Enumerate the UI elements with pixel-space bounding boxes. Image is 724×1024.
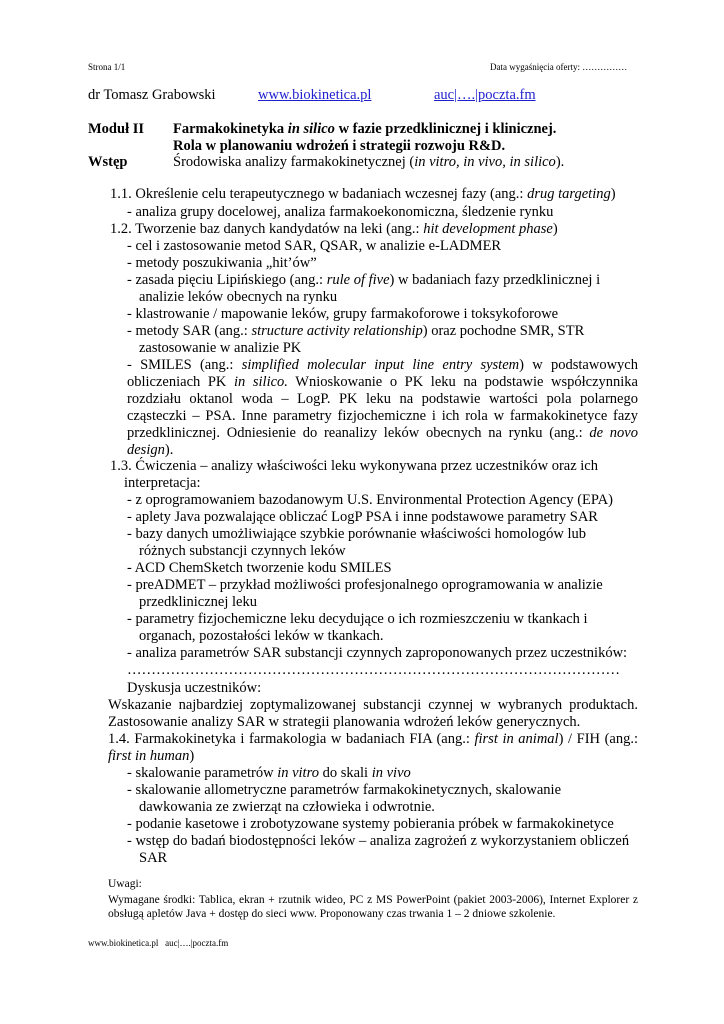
author-name: dr Tomasz Grabowski bbox=[88, 87, 216, 103]
section-1-4-item-cont: dawkowania ze zwierząt na człowieka i odwrotnie. bbox=[139, 799, 435, 815]
section-1-3-item: - z oprogramowaniem bazodanowym U.S. Environmental Protection Agency (EPA) bbox=[127, 492, 613, 508]
section-1-3-item: - aplety Java pozwalające obliczać LogP PSA i inne podstawowe parametry SAR bbox=[127, 509, 598, 525]
section-1-2-item-cont: zastosowanie w analizie PK bbox=[139, 340, 302, 356]
discussion-label: Dyskusja uczestników: bbox=[127, 680, 262, 696]
discussion-paragraph: Wskazanie najbardziej zoptymalizowanej substancji czynnej w wybranych produktach. Zastosowanie analizy SAR w strategii planowania wdrożeń leków generycznych. bbox=[108, 697, 638, 730]
email-link[interactable]: auc|….|poczta.fm bbox=[434, 87, 536, 103]
section-1-4-item: - wstęp do badań biodostępności leków – analiza zagrożeń z wykorzystaniem obliczeń bbox=[127, 833, 630, 849]
smiles-paragraph: - SMILES (ang.: simplified molecular input line entry system) w podstawowych obliczeniach PK in silico. Wnioskowanie o PK leku na podstawie współczynnika rozdziału oktanol woda – LogP. PK leku na podstawie wartości pola polarnego cząsteczki – PSA. Inne parametry fizjochemiczne i ich rola w farmakokinetyce fazy przedklinicznej. Odniesienie do reanalizy leków obecnych na rynku (ang.: de novo design). bbox=[127, 357, 638, 458]
fill-in-dots: ………………………………………………………………………………………… bbox=[127, 662, 620, 678]
section-1-2-item: - zasada pięciu Lipińskiego (ang.: rule of five) w badaniach fazy przedklinicznej i bbox=[127, 272, 601, 288]
intro-text: Środowiska analizy farmakokinetycznej (in vitro, in vivo, in silico). bbox=[173, 154, 565, 170]
section-1-3-heading-cont: interpretacja: bbox=[124, 475, 201, 491]
section-1-3-item: - ACD ChemSketch tworzenie kodu SMILES bbox=[127, 560, 392, 576]
section-1-4-heading: 1.4. Farmakokinetyka i farmakologia w badaniach FIA (ang.: first in animal) / FIH (ang.: first in human) bbox=[108, 731, 638, 764]
notes-title: Uwagi: bbox=[108, 878, 142, 890]
section-1-3-item: - bazy danych umożliwiające szybkie porównanie właściwości homologów lub bbox=[127, 526, 587, 542]
intro-label: Wstęp bbox=[88, 154, 128, 170]
notes-text: Wymagane środki: Tablica, ekran + rzutnik wideo, PC z MS PowerPoint (pakiet 2003-2006), Internet Explorer z obsługą apletów Java + dostęp do sieci www. Proponowany czas trwania 1 – 2 dniowe szkolenie. bbox=[108, 894, 638, 920]
section-1-2-heading: 1.2. Tworzenie baz danych kandydatów na leki (ang.: hit development phase) bbox=[110, 221, 558, 237]
section-1-4-item: - podanie kasetowe i zrobotyzowane systemy pobierania próbek w farmakokinetyce bbox=[127, 816, 614, 832]
section-1-3-item: - analiza parametrów SAR substancji czynnych zaproponowanych przez uczestników: bbox=[127, 645, 628, 661]
section-1-3-item-cont: organach, pozostałości leków w tkankach. bbox=[139, 628, 384, 644]
page-number: Strona 1/1 bbox=[88, 62, 126, 72]
website-link[interactable]: www.biokinetica.pl bbox=[258, 87, 372, 103]
section-1-4-item: - skalowanie parametrów in vitro do skali in vivo bbox=[127, 765, 411, 781]
section-1-4-item: - skalowanie allometryczne parametrów farmakokinetycznych, skalowanie bbox=[127, 782, 562, 798]
section-1-4-item-cont: SAR bbox=[139, 850, 168, 866]
module-title: Farmakokinetyka in silico w fazie przedklinicznej i klinicznej. bbox=[173, 121, 557, 137]
section-1-1-item: - analiza grupy docelowej, analiza farmakoekonomiczna, śledzenie rynku bbox=[127, 204, 554, 220]
section-1-2-item: - cel i zastosowanie metod SAR, QSAR, w analizie e-LADMER bbox=[127, 238, 502, 254]
section-1-3-item-cont: przedklinicznej leku bbox=[139, 594, 257, 610]
section-1-1-heading: 1.1. Określenie celu terapeutycznego w badaniach wczesnej fazy (ang.: drug targeting) bbox=[110, 186, 616, 202]
section-1-3-item-cont: różnych substancji czynnych leków bbox=[139, 543, 346, 559]
module-label: Moduł II bbox=[88, 121, 145, 137]
footer-contact: www.biokinetica.pl auc|….|poczta.fm bbox=[88, 938, 229, 948]
module-subtitle: Rola w planowaniu wdrożeń i strategii rozwoju R&D. bbox=[173, 138, 506, 154]
section-1-3-item: - preADMET – przykład możliwości profesjonalnego oprogramowania w analizie bbox=[127, 577, 603, 593]
section-1-2-item: - klastrowanie / mapowanie leków, grupy farmakoforowe i toksykoforowe bbox=[127, 306, 559, 322]
section-1-2-item-cont: analizie leków obecnych na rynku bbox=[139, 289, 338, 305]
offer-expiry: Data wygaśnięcia oferty: …………… bbox=[490, 62, 628, 72]
section-1-3-item: - parametry fizjochemiczne leku decydujące o ich rozmieszczeniu w tkankach i bbox=[127, 611, 588, 627]
section-1-2-item: - metody poszukiwania „hit’ów” bbox=[127, 255, 317, 271]
section-1-3-heading: 1.3. Ćwiczenia – analizy właściwości leku wykonywana przez uczestników oraz ich bbox=[110, 458, 598, 474]
section-1-2-item: - metody SAR (ang.: structure activity relationship) oraz pochodne SMR, STR bbox=[127, 323, 585, 339]
